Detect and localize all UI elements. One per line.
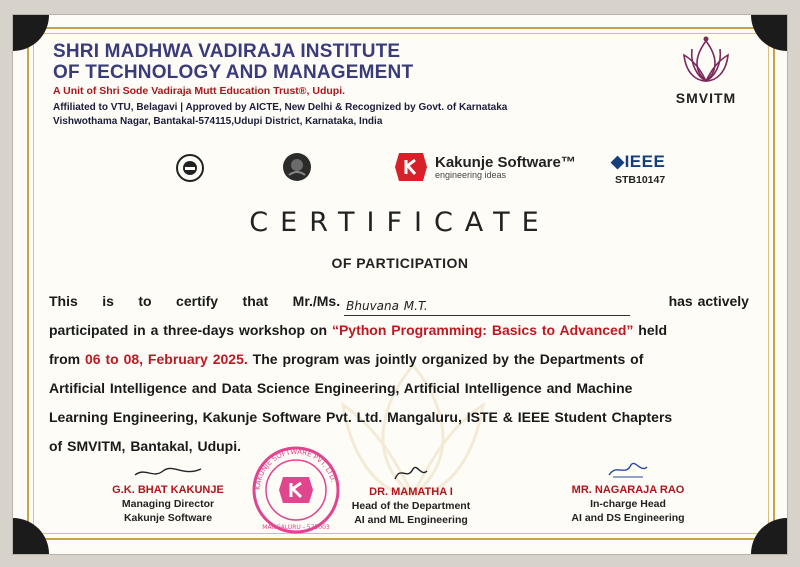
workshop-title: “Python Programming: Basics to Advanced” xyxy=(331,322,634,338)
signatory-md: G.K. BHAT KAKUNJE Managing Director Kakunje Software xyxy=(93,463,243,525)
institution-unit-line: A Unit of Shri Sode Vadiraja Mutt Education Trust®, Udupi. xyxy=(53,85,346,97)
body-line-6: of SMVITM, Bantakal, Udupi. xyxy=(49,438,242,454)
workshop-dates: 06 to 08, February 2025. xyxy=(85,351,248,367)
signature-graphic xyxy=(603,457,653,481)
signatory-hod-aiml: DR. MAMATHA I Head of the Department AI and ML Engineering xyxy=(331,463,491,527)
body-line-3: from 06 to 08, February 2025. The program was jointly organized by the Departments of xyxy=(49,351,644,367)
ieee-diamond-icon: ◆ xyxy=(611,152,625,171)
certificate xyxy=(12,14,788,555)
certificate-subtitle: OF PARTICIPATION xyxy=(331,255,469,271)
body-line-1: This is to certify that Mr./Ms. Bhuvana M.T. has actively xyxy=(49,287,749,316)
partner-logos xyxy=(13,145,787,195)
institution-affiliation: Affiliated to VTU, Belagavi | Approved by AICTE, New Delhi & Recognized by Govt. of Karnataka Vishwothama Nagar, Bantakal-574115,Udupi District, Karnataka, India xyxy=(53,102,508,127)
department-emblem-icon xyxy=(281,151,313,183)
company-seal-stamp xyxy=(251,445,341,535)
svg-text:MANGALURU - 575003: MANGALURU - 575003 xyxy=(262,524,330,531)
participant-name: Bhuvana M.T. xyxy=(344,297,630,316)
certificate-title: CERTIFICATE xyxy=(249,207,551,238)
body-line-4: Artificial Intelligence and Data Science Engineering, Artificial Intelligence and Machine xyxy=(49,380,633,396)
kakunje-software-logo: Kakunje Software™ engineering ideas xyxy=(393,151,576,183)
svg-text:KAKUNJE SOFTWARE PVT. LTD.: KAKUNJE SOFTWARE PVT. LTD. xyxy=(253,447,338,491)
ieee-logo: ◆IEEE STB10147 xyxy=(611,152,666,186)
institution-name: SHRI MADHWA VADIRAJA INSTITUTE OF TECHNOLOGY AND MANAGEMENT xyxy=(53,41,414,83)
signatory-head-aids: MR. NAGARAJA RAO In-charge Head AI and DS Engineering xyxy=(553,457,703,525)
signature-graphic xyxy=(133,463,203,481)
kakunje-k-icon xyxy=(393,151,429,183)
body-line-5: Learning Engineering, Kakunje Software Pvt. Ltd. Mangaluru, ISTE & IEEE Student Chapters xyxy=(49,409,673,425)
signature-graphic xyxy=(391,463,431,483)
iste-chapter-logo-icon xyxy=(175,153,205,183)
smvitm-logo: SMVITM xyxy=(661,35,751,106)
body-line-2: participated in a three-days workshop on “Python Programming: Basics to Advanced” held xyxy=(49,322,668,338)
certificate-body xyxy=(49,287,749,461)
lotus-logo-icon xyxy=(676,35,736,89)
